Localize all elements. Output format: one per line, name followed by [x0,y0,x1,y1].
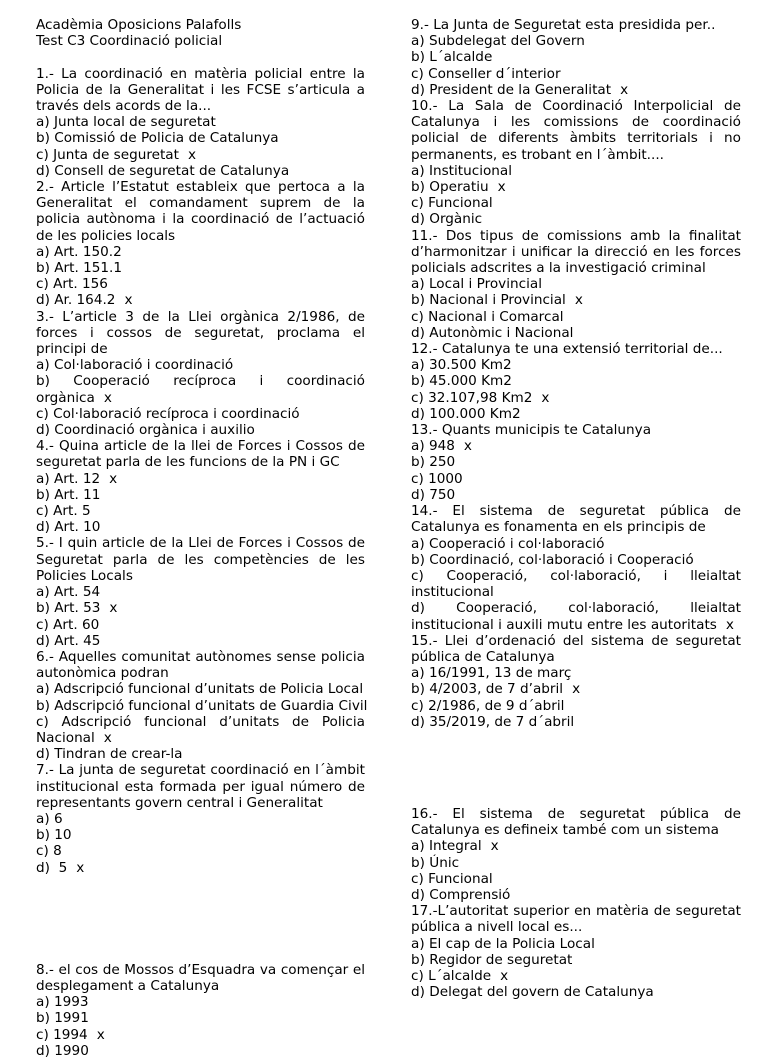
answer-option [411,276,741,292]
answer-option [411,390,741,406]
correct-answer-mark: x [574,292,583,309]
option-text: c) Funcional [411,870,493,887]
option-text: c) Cooperació, col·laboració, i lleialtat institucional [411,567,741,601]
correct-answer-mark: x [620,81,629,98]
question-text: 13.- Quants municipis te Catalunya [411,422,652,439]
question-text: 11.- Dos tipus de comissions amb la finalitat d’harmonitzar i unificar la direcció en les forces policials adscrites a la investigació criminal [411,227,741,277]
correct-answer-mark: x [103,729,112,746]
answer-option [411,600,741,632]
answer-option [411,66,741,82]
option-text: c) Art. 5 [36,503,91,520]
correct-answer-mark: x [109,600,118,617]
answer-option [411,82,741,98]
question-text: 6.- Aquelles comunitat autònomes sense policia autonòmica podran [36,648,365,682]
option-text: c) Adscripció funcional d’unitats de Policia Nacional [36,713,365,746]
answer-option [36,147,365,163]
answer-option [411,855,741,871]
option-text: d) Art. 10 [36,519,101,536]
answer-option [411,665,741,681]
question-block [36,762,365,875]
answer-option [36,292,365,308]
option-text: d) 5 [36,859,68,876]
question-block [411,228,741,341]
question-text: 5.- I quin article de la Llei de Forces i Cossos de Seguretat parla de les competències de les Policies Locals [36,535,365,584]
option-text: a) Col·laboració i coordinació [36,357,234,374]
answer-option [36,681,365,697]
option-text: a) 6 [36,810,63,827]
option-text: c) L´alcalde [411,967,492,984]
answer-option [411,292,741,308]
question-block [411,422,741,503]
option-text: d) Comprensió [411,886,511,903]
option-text: c) 1000 [411,470,463,487]
answer-option [36,276,365,292]
option-text: a) Subdelegat del Govern [411,33,585,50]
answer-option [36,617,365,633]
option-text: d) Cooperació, col·laboració, lleialtat institucional i auxili mutu entre les autoritats [411,600,741,633]
question-block [36,648,368,763]
answer-option [36,519,365,535]
correct-answer-mark: x [109,470,118,487]
answer-option [36,714,365,746]
answer-option [36,1027,365,1043]
answer-option [411,309,741,325]
answer-option [36,746,365,762]
option-text: c) 32.107,98 Km2 [411,389,533,406]
option-text: a) 16/1991, 13 de març [411,665,572,682]
option-text: d) 100.000 Km2 [411,405,521,422]
answer-option [411,681,741,697]
option-text: b) Adscripció funcional d’unitats de Guardia Civil [36,697,368,714]
option-text: a) 1993 [36,994,89,1011]
question-text: 12.- Catalunya te una extensió territorial de... [411,341,723,358]
option-text: a) Art. 12 [36,470,101,487]
option-text: c) Funcional [411,195,493,212]
correct-answer-mark: x [572,681,581,698]
correct-answer-mark: x [541,389,550,406]
option-text: d) Tindran de crear-la [36,746,183,763]
answer-option [36,487,365,503]
option-text: d) Orgànic [411,211,483,228]
option-text: b) Nacional i Provincial [411,292,566,309]
option-text: a) Art. 150.2 [36,243,122,260]
answer-option [36,827,365,843]
answer-option [411,968,741,984]
option-text: d) Autonòmic i Nacional [411,324,574,341]
option-text: b) Regidor de seguretat [411,951,573,968]
option-text: b) Art. 11 [36,486,101,503]
question-text: 14.- El sistema de seguretat pública de Catalunya es fonamenta en els principis de [411,503,741,536]
answer-option [411,33,741,49]
correct-answer-mark: x [76,859,85,876]
answer-option [36,503,365,519]
answer-option [36,422,365,438]
question-text: 4.- Quina article de la llei de Forces i Cossos de seguretat parla de les funcions de la PN i GC [36,438,365,471]
option-text: b) 1991 [36,1010,89,1027]
option-text: d) Coordinació orgànica i auxilio [36,422,255,439]
question-block [36,535,365,648]
option-text: c) 8 [36,843,62,860]
answer-option [36,114,365,130]
page-gap [411,730,741,806]
option-text: b) 45.000 Km2 [411,373,512,390]
correct-answer-mark: x [500,967,509,984]
answer-option [36,373,365,405]
option-text: b) 4/2003, de 7 d’abril [411,681,564,698]
answer-option [411,373,741,389]
option-text: b) Operatiu [411,179,489,196]
correct-answer-mark: x [463,438,472,455]
option-text: d) President de la Generalitat [411,81,612,98]
answer-option [411,454,741,470]
answer-option [411,568,741,600]
page-gap [36,876,365,962]
option-text: b) Coordinació, col·laboració i Cooperació [411,551,694,568]
question-block [411,903,741,1000]
option-text: d) Ar. 164.2 [36,292,116,309]
option-text: c) Col·laboració recíproca i coordinació [36,405,300,422]
option-text: b) Únic [411,854,460,871]
question-block [36,309,365,439]
option-text: a) Local i Provincial [411,276,542,293]
right-column [411,17,741,1000]
answer-option [36,994,365,1010]
option-text: a) Integral [411,838,482,855]
question-text: 15.- Llei d’ordenació del sistema de seguretat pública de Catalunya [411,632,741,665]
option-text: d) Consell de seguretat de Catalunya [36,162,290,179]
answer-option [411,195,741,211]
question-text: 7.- La junta de seguretat coordinació en l´àmbit institucional esta formada per igual número de representants govern central i Generalitat [36,762,365,811]
correct-answer-mark: x [124,292,133,309]
question-block [36,962,365,1059]
answer-option [36,843,365,859]
question-block [411,98,741,228]
option-text: b) 10 [36,827,72,844]
right-question-list [411,17,741,1000]
answer-option [411,487,741,503]
answer-option [411,536,741,552]
answer-option [36,860,365,876]
question-text: 1.- La coordinació en matèria policial entre la Policia de la Generalitat i les FCSE s’articula a través dels acords de la... [36,65,365,114]
option-text: d) Art. 45 [36,632,101,649]
answer-option [411,406,741,422]
question-block [411,341,741,422]
left-column [36,17,368,1059]
answer-option [36,584,365,600]
option-text: a) Cooperació i col·laboració [411,535,605,552]
answer-option [36,406,365,422]
correct-answer-mark: x [187,146,197,163]
option-text: c) Conseller d´interior [411,65,561,82]
answer-option [411,357,741,373]
question-block [36,438,365,535]
answer-option [36,697,368,714]
answer-option [411,552,741,568]
answer-option [36,163,365,179]
question-text: 10.- La Sala de Coordinació Interpolicial de Catalunya i les comissions de coordinació policial de diferents àmbits territorials i no permanents, es trobant en l´àmbit.... [411,98,741,163]
answer-option [411,698,741,714]
academy-name: Acadèmia Oposicions Palafolls [36,17,242,33]
answer-option [411,325,741,341]
answer-option [411,471,741,487]
option-text: c) Junta de seguretat [36,146,179,163]
option-text: b) Art. 53 [36,600,101,617]
option-text: a) El cap de la Policia Local [411,935,595,952]
option-text: a) Junta local de seguretat [36,114,216,131]
answer-option [411,163,741,179]
option-text: b) Cooperació recíproca i coordinació orgànica [36,373,365,406]
option-text: a) Institucional [411,162,513,179]
question-block [36,66,365,179]
option-text: c) 1994 [36,1026,88,1043]
answer-option [36,130,365,146]
correct-answer-mark: x [96,1026,105,1043]
correct-answer-mark: x [725,616,734,633]
question-block [411,806,741,903]
option-text: d) 35/2019, de 7 d´abril [411,713,575,730]
question-text: 2.- Article l’Estatut estableix que pertoca a la Generalitat el comandament suprem de la policia autònoma i la coordinació de l’actuació de les policies locals [36,179,365,244]
option-text: b) L´alcalde [411,49,493,66]
answer-option [411,179,741,195]
answer-option [411,49,741,65]
option-text: a) Adscripció funcional d’unitats de Policia Local [36,681,364,698]
option-text: a) 948 [411,438,455,455]
answer-option [36,471,365,487]
answer-option [411,887,741,903]
option-text: d) 750 [411,486,456,503]
correct-answer-mark: x [490,838,499,855]
option-text: c) 2/1986, de 9 d´abril [411,697,565,714]
answer-option [36,1043,365,1059]
answer-option [36,633,365,649]
left-question-list [36,65,368,1059]
question-block [411,633,741,730]
question-block [411,503,741,633]
option-text: b) Art. 151.1 [36,260,123,277]
answer-option [36,811,365,827]
option-text: a) 30.500 Km2 [411,357,512,374]
question-block [36,179,365,309]
question-text: 9.- La Junta de Seguretat esta presidida per.. [411,17,716,33]
answer-option [36,260,365,276]
option-text: a) Art. 54 [36,584,101,601]
option-text: c) Nacional i Comarcal [411,308,564,325]
answer-option [36,600,365,616]
correct-answer-mark: x [103,389,112,406]
answer-option [411,838,741,854]
option-text: c) Art. 156 [36,276,108,293]
answer-option [411,984,741,1000]
answer-option [36,357,365,373]
answer-option [411,871,741,887]
option-text: d) Delegat del govern de Catalunya [411,984,654,1001]
test-title: Test C3 Coordinació policial [36,33,223,50]
answer-option [411,714,741,730]
correct-answer-mark: x [497,179,506,196]
question-text: 8.- el cos de Mossos d’Esquadra va començar el desplegament a Catalunya [36,961,365,994]
question-text: 16.- El sistema de seguretat pública de Catalunya es defineix també com un sistema [411,805,741,839]
question-block [411,17,741,98]
answer-option [36,244,365,260]
answer-option [411,211,741,227]
answer-option [411,952,741,968]
answer-option [411,936,741,952]
answer-option [411,438,741,454]
option-text: d) 1990 [36,1042,89,1059]
answer-option [36,1010,365,1026]
question-text: 3.- L’article 3 de la Llei orgànica 2/1986, de forces i cossos de seguretat, proclama el principi de [36,308,365,358]
option-text: b) 250 [411,454,456,471]
option-text: c) Art. 60 [36,616,100,633]
option-text: b) Comissió de Policia de Catalunya [36,130,279,147]
question-text: 17.-L’autoritat superior en matèria de seguretat pública a nivell local es... [411,903,741,936]
